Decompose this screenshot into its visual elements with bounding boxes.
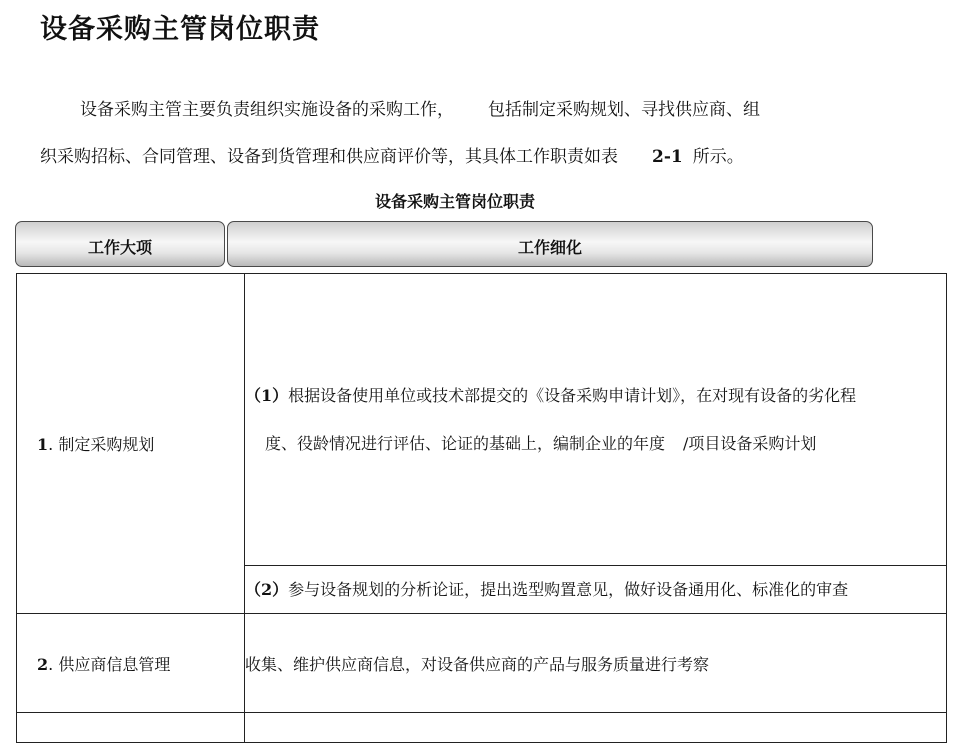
major-item-number: 1: [37, 435, 49, 454]
header-work-category: [15, 221, 225, 267]
major-item-2: [17, 614, 245, 713]
detail-text: /项目设备采购计划: [683, 433, 817, 453]
major-item-label: . 制定采购规划: [48, 435, 155, 454]
detail-number: （2）: [245, 579, 289, 599]
header-work-category-label: 工作大项: [87, 238, 152, 257]
major-item-number: 2: [37, 654, 49, 674]
detail-cell: [245, 566, 947, 614]
detail-text: 度、役龄情况进行评估、论证的基础上，编制企业的年度: [265, 433, 666, 453]
detail-line: [245, 372, 946, 420]
detail-text: 根据设备使用单位或技术部提交的《设备采购申请计划》，在对现有设备的劣化程: [288, 385, 857, 405]
intro-text-2a: 织采购招标、合同管理、设备到货管理和供应商评价等，其具体工作职责如表: [40, 147, 618, 167]
detail-cell: [245, 274, 947, 566]
page-title: 设备采购主管岗位职责: [40, 14, 320, 45]
intro-line-2: [40, 143, 744, 171]
intro-text-1b: 包括制定采购规划、寻找供应商、组: [488, 100, 760, 120]
table-row: [17, 614, 947, 713]
intro-text-1a: 设备采购主管主要负责组织实施设备的采购工作，: [80, 100, 454, 120]
header-work-details: [227, 221, 873, 267]
table-reference: 2-1: [652, 147, 683, 167]
duty-table: [16, 273, 947, 743]
empty-cell: [245, 713, 947, 743]
detail-line: [245, 420, 946, 468]
table-caption: 设备采购主管岗位职责: [374, 192, 535, 211]
major-item-1: [17, 274, 245, 614]
detail-cell: [245, 614, 947, 713]
major-item-label: . 供应商信息管理: [48, 654, 171, 674]
table-row: [17, 274, 947, 566]
empty-cell: [17, 713, 245, 743]
header-work-details-label: 工作细化: [517, 238, 582, 257]
detail-text: 参与设备规划的分析论证，提出选型购置意见，做好设备通用化、标准化的审查: [288, 579, 849, 599]
detail-text: 收集、维护供应商信息，对设备供应商的产品与服务质量进行考察: [245, 654, 710, 674]
intro-text-2b: 所示。: [692, 147, 744, 167]
intro-line-1: [80, 96, 760, 124]
table-row: [17, 713, 947, 743]
detail-number: （1）: [245, 385, 289, 405]
